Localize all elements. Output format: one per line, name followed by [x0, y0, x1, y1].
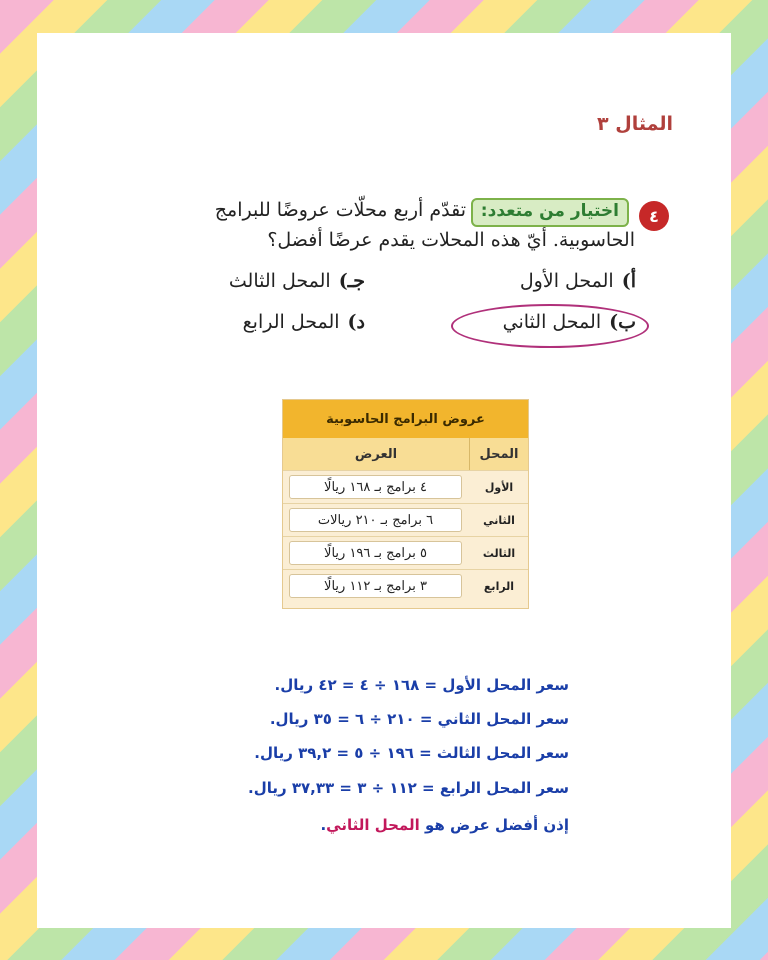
- calculation-line: سعر المحل الثاني = ٢١٠ ÷ ٦ = ٣٥ ريال.: [269, 710, 569, 728]
- option-a-text: المحل الأول: [519, 270, 614, 292]
- table-header-row: [283, 438, 528, 470]
- row-offer: ٣ برامج بـ ١١٢ ريالًا: [289, 574, 462, 598]
- question-number-badge: ٤: [639, 201, 669, 231]
- option-c-text: المحل الثالث: [228, 270, 331, 292]
- row-store: الثالث: [482, 546, 516, 560]
- software-offers-table: [282, 399, 529, 609]
- conclusion-line: [320, 816, 569, 834]
- row-offer: ٥ برامج بـ ١٩٦ ريالًا: [289, 541, 462, 565]
- row-store: الأول: [484, 480, 514, 494]
- calculation-line: سعر المحل الرابع = ١١٢ ÷ ٣ = ٣٧,٣٣ ريال.: [248, 779, 569, 797]
- option-d-text: المحل الرابع: [242, 311, 340, 333]
- calculation-line: سعر المحل الثالث = ١٩٦ ÷ ٥ = ٣٩,٢ ريال.: [254, 744, 569, 762]
- conclusion-prefix: إذن أفضل عرض هو: [424, 816, 569, 834]
- row-store: الثاني: [483, 513, 515, 527]
- option-b-letter: ب): [609, 311, 636, 333]
- row-store: الرابع: [483, 579, 515, 593]
- option-c-letter: جـ): [338, 270, 365, 292]
- table-row: [283, 569, 528, 602]
- option-d-letter: د): [347, 311, 365, 333]
- option-a-letter: أ): [621, 270, 636, 292]
- option-c: [229, 270, 365, 292]
- example-title: المثال ٣: [597, 113, 673, 135]
- option-d: [243, 311, 365, 333]
- question-text-line-1: تقدّم أربع محلّات عروضًا للبرامج: [214, 199, 466, 221]
- option-b-text: المحل الثاني: [502, 311, 602, 333]
- answer-circle-mark: [451, 304, 649, 348]
- conclusion-highlight: المحل الثاني: [326, 816, 420, 834]
- question-text-line-2: الحاسوبية. أيّ هذه المحلات يقدم عرضًا أفضل؟: [267, 229, 635, 251]
- table-row: [283, 536, 528, 569]
- row-offer: ٦ برامج بـ ٢١٠ ريالات: [289, 508, 462, 532]
- worksheet-page: [37, 33, 731, 928]
- calculation-line: سعر المحل الأول = ١٦٨ ÷ ٤ = ٤٢ ريال.: [274, 676, 569, 694]
- conclusion-suffix: .: [320, 816, 327, 834]
- header-offer: العرض: [354, 446, 398, 462]
- header-store: المحل: [469, 438, 528, 470]
- option-a: [520, 270, 636, 292]
- table-row: [283, 470, 528, 503]
- table-row: [283, 503, 528, 536]
- question-type-tag: اختيار من متعدد:: [471, 198, 629, 227]
- row-offer: ٤ برامج بـ ١٦٨ ريالًا: [289, 475, 462, 499]
- table-title: عروض البرامج الحاسوبية: [283, 400, 528, 438]
